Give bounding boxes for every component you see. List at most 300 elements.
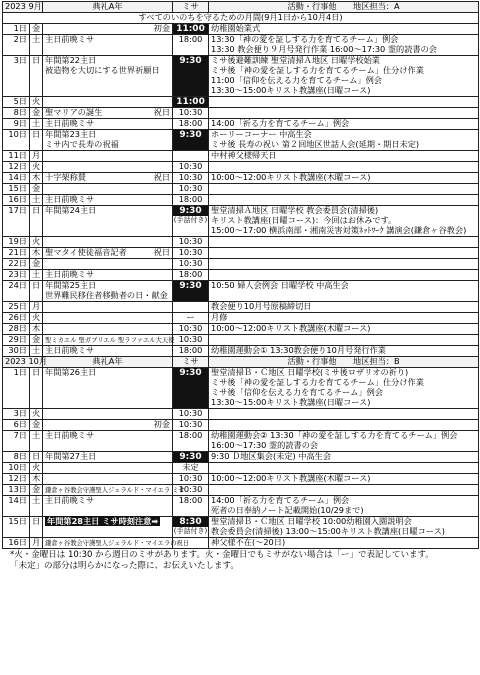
day-cell: [3, 516, 30, 537]
liturgy-line: [45, 409, 170, 419]
calendar-row: [3, 205, 479, 236]
liturgy-text: 世界難民移住者移動者の日・献金: [45, 289, 168, 300]
mass-time: 9:30: [179, 280, 202, 291]
weekday-cell: [30, 205, 43, 236]
activity-line: [211, 474, 476, 484]
activities-cell: [209, 419, 479, 430]
liturgy-line: [45, 119, 170, 129]
liturgy-line: [45, 474, 170, 484]
mass-time-cell: [173, 129, 209, 150]
mass-time-cell: [173, 258, 209, 269]
weekday: 金: [32, 257, 41, 268]
calendar-row: [3, 367, 479, 408]
activity-line: [211, 24, 476, 34]
activity-line: [211, 151, 476, 161]
day-cell: [3, 172, 30, 183]
calendar-row: [3, 258, 479, 269]
day-cell: [3, 161, 30, 172]
liturgy-cell: [43, 194, 173, 205]
liturgy-line: [45, 162, 170, 172]
weekday-cell: [30, 345, 43, 356]
activities-cell: [209, 495, 479, 516]
liturgy-cell: [43, 55, 173, 96]
liturgy-text: 被造物を大切にする世界祈願日: [45, 64, 160, 75]
activities-cell: [209, 183, 479, 194]
activities-cell: [209, 96, 479, 107]
weekday-cell: [30, 236, 43, 247]
liturgy-cell: [43, 258, 173, 269]
september-header-row: [3, 2, 479, 13]
activity-line: [211, 398, 476, 408]
mass-time: 10:30: [178, 235, 203, 246]
calendar-row: [3, 451, 479, 462]
day-number: 3日: [13, 407, 27, 418]
day-cell: [3, 34, 30, 55]
weekday-cell: [30, 118, 43, 129]
weekday-cell: [30, 161, 43, 172]
liturgy-text: 年間第26主日: [45, 366, 97, 377]
mass-time: 18:00: [178, 344, 203, 355]
month-banner: [3, 12, 479, 23]
weekday: 日: [32, 54, 41, 65]
activity-text: ホーリーコーナー 中高生会: [211, 128, 312, 139]
day-cell: [3, 484, 30, 495]
header-activities: [209, 2, 479, 13]
mass-time: 10:30: [178, 472, 203, 483]
calendar-row: [3, 408, 479, 419]
mass-time-line: [175, 259, 206, 269]
liturgy-cell: [43, 118, 173, 129]
day-number: 3日: [13, 54, 27, 65]
mass-time-cell: [173, 236, 209, 247]
activities-cell: [209, 323, 479, 334]
day-cell: [3, 367, 30, 408]
activity-text: ミサ後「神の愛を証しする力を育てるチーム」仕分け作業: [211, 64, 424, 75]
activities-cell: [209, 107, 479, 118]
activity-text: 10:00～12:00キリスト教講座(木曜コース): [211, 472, 371, 483]
liturgy-line: [45, 463, 170, 473]
calendar-row: [3, 183, 479, 194]
activities-cell: [209, 247, 479, 258]
mass-time: 10:30: [178, 246, 203, 257]
mass-time-line: [175, 452, 206, 462]
day-cell: [3, 129, 30, 150]
mass-time-line: [173, 206, 208, 216]
calendar-row: [3, 280, 479, 301]
liturgy-line: [45, 108, 170, 118]
weekday: 火: [32, 407, 41, 418]
mass-time-cell: [173, 312, 209, 323]
liturgy-cell: [43, 484, 185, 495]
liturgy-cell: [43, 96, 173, 107]
activity-line: [211, 527, 476, 537]
calendar-row: [3, 419, 479, 430]
activity-line: [211, 108, 476, 118]
mass-time-line: [175, 485, 206, 495]
weekday-cell: [30, 247, 43, 258]
liturgy-cell: [43, 462, 173, 473]
mass-time-cell: [173, 451, 209, 462]
day-number: 6日: [13, 418, 27, 429]
mass-time-line: [173, 517, 208, 527]
activity-text: 中村神父様帰天日: [211, 149, 277, 160]
activity-line: [211, 302, 476, 312]
activity-text: 9:30 Ｄ地区集会(未定) 中高生会: [211, 450, 332, 461]
header-liturgy: [43, 2, 173, 13]
day-number: 21日: [8, 246, 27, 257]
day-number: 25日: [8, 300, 27, 311]
mass-time-cell: [173, 301, 209, 312]
activity-text: 神父様不在(～20日): [211, 536, 286, 547]
liturgy-cell: [43, 408, 173, 419]
weekday-cell: [30, 419, 43, 430]
weekday: 火: [32, 311, 41, 322]
mass-time-cell: [173, 205, 209, 236]
mass-time-line: [175, 248, 206, 258]
calendar-row: [3, 301, 479, 312]
mass-time-line: [175, 409, 206, 419]
activity-text: 幼稚園運動会② 13:30「神の愛を証しする力を育てるチーム」例会: [211, 429, 458, 440]
calendar-row: [3, 269, 479, 280]
activity-line: [211, 184, 476, 194]
liturgy-line: [45, 324, 170, 334]
liturgy-cell: [43, 334, 173, 345]
day-cell: [3, 55, 30, 96]
liturgy-text: 主日前晩ミサ: [45, 494, 95, 505]
mass-time: 8:30: [179, 516, 202, 527]
liturgy-text: 年間第24主日: [45, 204, 97, 215]
weekday-cell: [30, 258, 43, 269]
liturgy-line: [45, 496, 170, 506]
header-liturgy-text: 典礼A年: [92, 355, 123, 366]
activity-text: 幼稚園運動会① 13:30教会便り10月号発行作業: [211, 344, 386, 355]
day-cell: [3, 495, 30, 516]
weekday-cell: [30, 172, 43, 183]
liturgy-cell: [43, 150, 173, 161]
calendar-row: [3, 129, 479, 150]
day-cell: [3, 451, 30, 462]
activity-text: ミサ後「信仰を伝える力を育てるチーム」例会: [211, 386, 383, 397]
weekday: 金: [32, 333, 41, 344]
activities-cell: [209, 408, 479, 419]
activities-cell: [209, 129, 479, 150]
day-number: 2日: [13, 33, 27, 44]
weekday-cell: [30, 96, 43, 107]
weekday-cell: [30, 312, 43, 323]
mass-time-cell: [173, 107, 209, 118]
activity-text: 11:00「信仰を伝える力を育てるチーム」例会: [211, 74, 382, 85]
weekday-cell: [30, 301, 43, 312]
liturgy-cell: [43, 367, 173, 408]
activity-text: 教会便り10月号原稿締切日: [211, 300, 312, 311]
activity-line: [211, 538, 476, 548]
mass-time-line: [175, 474, 206, 484]
liturgy-text: 年間第23主日: [45, 128, 97, 139]
activities-cell: [209, 430, 479, 451]
day-cell: [3, 247, 30, 258]
activity-line: [211, 270, 476, 280]
activities-cell: [209, 55, 479, 96]
activity-text: 月修: [211, 311, 228, 322]
liturgy-cell: [43, 451, 173, 462]
activity-line: [211, 119, 476, 129]
mass-time-line: [175, 35, 206, 45]
calendar-row: [3, 118, 479, 129]
activities-cell: [209, 236, 479, 247]
mass-time: ー: [186, 311, 195, 322]
liturgy-cell: [43, 516, 173, 537]
footer-note-2: 「未定」の部分は明らかになった際に、お伝えいたします。: [10, 561, 239, 571]
mass-time-line: [175, 119, 206, 129]
day-number: 14日: [8, 171, 27, 182]
day-number: 13日: [8, 483, 27, 494]
weekday-cell: [30, 484, 43, 495]
weekday-cell: [30, 537, 43, 548]
activities-cell: [209, 280, 479, 301]
liturgy-text: 十字架称賛: [45, 171, 86, 182]
header-year-text: 2023: [5, 1, 26, 11]
mass-time-line: [175, 173, 206, 183]
weekday-cell: [30, 269, 43, 280]
activity-text: 聖堂清掃Ｂ・Ｃ地区 日曜学校 10:00幼稚園入園説明会: [211, 515, 412, 526]
liturgy-cell: [43, 323, 173, 334]
weekday: 日: [32, 279, 41, 290]
mass-time-line: [175, 130, 206, 140]
mass-time: 10:30: [178, 106, 203, 117]
liturgy-line: [45, 24, 170, 34]
liturgy-cell: [43, 473, 173, 484]
mass-time: 18:00: [178, 193, 203, 204]
day-cell: [3, 150, 30, 161]
weekday-cell: [30, 107, 43, 118]
activity-line: [211, 173, 476, 183]
activities-cell: [209, 537, 479, 548]
liturgy-line: [45, 346, 170, 356]
sign-language-note-text: (手話付き): [173, 526, 208, 535]
activities-cell: [209, 345, 479, 356]
liturgy-cell: [43, 280, 173, 301]
liturgy-line: [45, 195, 170, 205]
mass-time: 10:30: [178, 171, 203, 182]
activities-cell: [209, 172, 479, 183]
activity-line: [211, 463, 476, 473]
liturgy-text: 主日前晩ミサ: [45, 193, 95, 204]
liturgy-rank: 祝日: [153, 106, 171, 117]
activity-line: [211, 506, 476, 516]
activity-text: 13:30～15:00キリスト教講座(日曜コース): [211, 84, 371, 95]
activity-text: 14:00「祈る力を育てるチーム」例会: [211, 117, 350, 128]
activity-line: [211, 237, 476, 247]
mass-time-cell: [173, 23, 209, 34]
activity-line: [211, 195, 476, 205]
liturgy-cell: [43, 419, 173, 430]
activity-text: 死者の日奉納ノート記載開始(10/29まで): [211, 504, 364, 515]
footer-note-1: *火・金曜日は 10:30 から週日のミサがあります。火・金曜日でもミサがない場合は「ー」で表記しています。: [10, 549, 434, 560]
activities-cell: [209, 34, 479, 55]
header-activities: [209, 356, 479, 367]
mass-time-line: [175, 420, 206, 430]
header-mass-text: ミサ: [182, 1, 199, 11]
calendar-row: [3, 236, 479, 247]
day-number: 10日: [8, 461, 27, 472]
activities-cell: [209, 473, 479, 484]
weekday: 土: [32, 429, 41, 440]
liturgy-cell: [43, 345, 173, 356]
calendar-row: [3, 247, 479, 258]
weekday: 土: [32, 494, 41, 505]
mass-time: 未定: [182, 461, 199, 472]
weekday: 金: [32, 418, 41, 429]
weekday: 木: [32, 246, 41, 257]
calendar-row: [3, 345, 479, 356]
day-cell: [3, 183, 30, 194]
weekday: 金: [32, 182, 41, 193]
day-number: 15日: [8, 182, 27, 193]
activity-text: 13:30 教会便り９月号発行作業 16:00～17:30 霊的読書の会: [211, 43, 437, 54]
mass-time-cell: [173, 280, 209, 301]
liturgy-line: [45, 97, 170, 107]
weekday-cell: [30, 194, 43, 205]
footer-notes: [2, 550, 478, 573]
day-number: 17日: [8, 204, 27, 215]
weekday-cell: [30, 55, 43, 96]
day-number: 16日: [8, 536, 27, 547]
calendar-row: [3, 334, 479, 345]
activities-cell: [209, 301, 479, 312]
mass-time-cell: [173, 34, 209, 55]
calendar-row: [3, 537, 479, 548]
mass-time: 10:30: [178, 257, 203, 268]
weekday: 金: [32, 106, 41, 117]
activities-cell: [209, 23, 479, 34]
day-cell: [3, 23, 30, 34]
header-activities-text: 活動・行事他: [287, 1, 337, 11]
mass-time-line: [175, 313, 206, 323]
day-cell: [3, 301, 30, 312]
liturgy-rank: 初金: [153, 22, 171, 33]
day-cell: [3, 430, 30, 451]
weekday: 日: [32, 450, 41, 461]
liturgy-line: [45, 237, 170, 247]
activity-text: 15:00～17:00 横浜南部・湘南災害対策ﾈｯﾄﾜｰｸ 講演会(鎌倉ヶ谷教会): [211, 224, 467, 235]
activities-cell: [209, 367, 479, 408]
mass-time-cell: [173, 183, 209, 194]
liturgy-cell: [43, 269, 173, 280]
liturgy-text: 主日前晩ミサ: [45, 33, 95, 44]
weekday-cell: [30, 129, 43, 150]
calendar-row: [3, 194, 479, 205]
calendar-row: [3, 107, 479, 118]
calendar-table: [2, 1, 479, 549]
activity-text: 13:30「神の愛を証しする力を育てるチーム」例会: [211, 33, 399, 44]
day-number: 30日: [8, 344, 27, 355]
liturgy-text: 年間第22主日: [45, 54, 97, 65]
activity-text: 教会委員会(清掃後) 13:00～15:00キリスト教講座(日曜コース): [211, 525, 445, 536]
weekday-cell: [30, 495, 43, 516]
liturgy-cell: [43, 172, 173, 183]
activity-line: [211, 335, 476, 345]
header-area-text: 地区担当：B: [353, 355, 400, 366]
liturgy-text: 聖ミカエル 聖ガブリエル 聖ラファエル大天使: [45, 336, 175, 344]
header-mass-text: ミサ: [182, 355, 199, 366]
calendar-row: [3, 312, 479, 323]
weekday: 月: [32, 149, 41, 160]
day-cell: [3, 107, 30, 118]
activities-cell: [209, 334, 479, 345]
mass-time-line: [175, 195, 206, 205]
sign-language-note: [173, 216, 208, 226]
mass-time-line: [175, 56, 206, 66]
liturgy-text: 年間第27主日: [45, 450, 97, 461]
day-cell: [3, 280, 30, 301]
calendar-row: [3, 55, 479, 96]
mass-time-line: [175, 431, 206, 441]
liturgy-cell: [43, 430, 173, 451]
day-number: 11日: [8, 149, 27, 160]
mass-time: 18:00: [178, 33, 203, 44]
mass-time-line: [175, 270, 206, 280]
activity-line: [211, 313, 476, 323]
header-area-text: 地区担当：A: [353, 1, 400, 11]
activity-line: [211, 162, 476, 172]
liturgy-line: [45, 206, 170, 216]
weekday: 土: [32, 268, 41, 279]
calendar-row: [3, 495, 479, 516]
mass-time-cell: [173, 55, 209, 96]
day-number: 1日: [13, 366, 27, 377]
liturgy-text: 鎌倉ヶ谷教会守護聖人ジェラルド・マイエラの祝日: [45, 539, 190, 547]
activity-line: [211, 409, 476, 419]
weekday-cell: [30, 23, 43, 34]
weekday: 火: [32, 461, 41, 472]
mass-time-cell: [173, 462, 209, 473]
mass-time-line: [175, 162, 206, 172]
header-year: [3, 2, 43, 13]
day-number: 12日: [8, 160, 27, 171]
september-banner-row: [3, 12, 479, 23]
activity-text: 聖堂清掃Ｂ・Ｃ地区 日曜学校(ミサ後ロザリオの祈り): [211, 366, 409, 377]
mass-time-cell: [173, 516, 209, 537]
activity-line: [211, 86, 476, 96]
calendar-row: [3, 484, 479, 495]
mass-time-cell: [173, 430, 209, 451]
weekday-cell: [30, 473, 43, 484]
day-cell: [3, 236, 30, 247]
weekday-cell: [30, 367, 43, 408]
mass-time: 10:30: [178, 418, 203, 429]
mass-time: 9:30: [179, 129, 202, 140]
mass-time-line: [175, 302, 206, 312]
activity-text: ミサ後避難訓練 聖堂清掃Ａ地区 日曜学校始業: [211, 54, 380, 65]
mass-time-cell: [173, 473, 209, 484]
activities-cell: [209, 484, 479, 495]
activities-cell: [209, 118, 479, 129]
mass-time-cell: [173, 419, 209, 430]
liturgy-line: [45, 368, 170, 378]
activity-line: [211, 420, 476, 430]
mass-time-line: [175, 368, 206, 378]
weekday-cell: [30, 334, 43, 345]
day-cell: [3, 473, 30, 484]
weekday-cell: [30, 408, 43, 419]
activity-text: 10:00～12:00キリスト教講座(木曜コース): [211, 322, 371, 333]
month-banner-text: すべてのいのちを守るための月間(9月1日から10月4日): [138, 11, 343, 22]
mass-time-line: [175, 324, 206, 334]
calendar-row: [3, 161, 479, 172]
liturgy-cell: [43, 23, 173, 34]
activity-line: [211, 45, 476, 55]
weekday: 月: [32, 300, 41, 311]
